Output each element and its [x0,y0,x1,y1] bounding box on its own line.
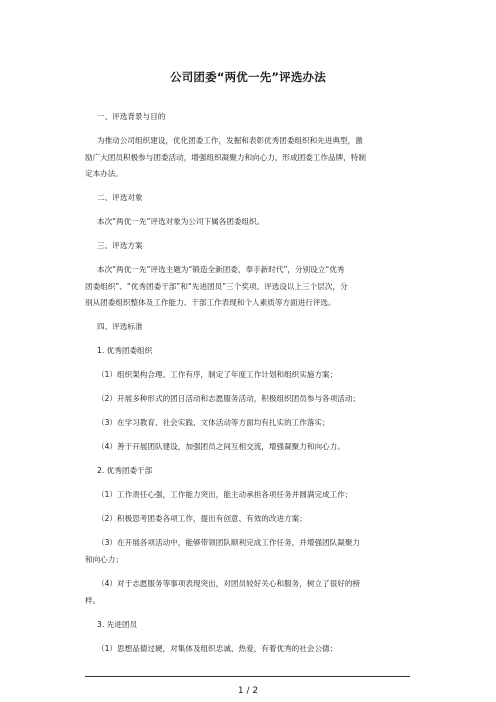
list-item: （4）对于志愿服务等事项表现突出，对团员较好关心和服务，树立了很好的榜 [97,579,361,588]
list-item-continued: 样。 [85,596,101,605]
subsection-heading: 1. 优秀团委组织 [97,346,153,355]
section-heading: 三、评选方案 [97,241,143,250]
list-item: （1）组织架构合理、工作有序，制定了年度工作计划和组织实施方案； [97,370,338,379]
list-item: （1）工作责任心强，工作能力突出，能主动承担各项任务并圆满完成工作； [97,490,353,499]
paragraph-line: 为推动公司组织建设，优化团委工作，发掘和表彰优秀团委组织和先进典型，激 [97,136,363,145]
page-number: 1 / 2 [237,686,259,696]
subsection-heading: 3. 先进团员 [97,620,138,629]
list-item: （3）在开展各项活动中，能够带领团队顺利完成工作任务，并增强团队凝聚力 [97,538,361,547]
document-title: 公司团委“两优一先”评选办法 [170,70,326,84]
section-heading: 四、评选标准 [97,322,143,331]
list-item: （2）积极思考团委各项工作，提出有创意、有效的改进方案； [97,514,307,523]
paragraph-line: 本次“两优一先”评选主题为“锻造全新团委，奉手新时代”，分别设立“优秀 [97,265,345,274]
paragraph-line: 励广大团员积极参与团委活动，增强组织凝聚力和向心力，形成团委工作品牌，特制 [85,153,366,162]
paragraph-line: 别从团委组织整体及工作能力、干部工作表现和个人素质等方面进行评选。 [85,298,336,307]
paragraph-line: 本次“两优一先”评选对象为公司下属各团委组织。 [97,217,265,226]
list-item: （2）开展多种形式的团日活动和志愿服务活动，积极组织团员参与各项活动； [97,394,361,403]
list-item: （1）思想品德过硬，对集体及组织忠诚、热爱，有着优秀的社会公德； [97,644,338,653]
section-heading: 二、评选对象 [97,193,143,202]
paragraph-line: 定本办法。 [85,169,123,178]
section-heading: 一、评选背景与目的 [97,112,166,121]
list-item: （3）在学习教育、社会实践、文体活动等方面均有扎实的工作落实； [97,418,330,427]
list-item-continued: 和向心力； [85,555,123,564]
list-item: （4）善于开展团队建设，加强团员之间互相交流，增强凝聚力和向心力。 [97,442,345,451]
subsection-heading: 2. 优秀团委干部 [97,466,153,475]
paragraph-line: 团委组织”、“优秀团委干部”和“先进团员”三个奖项。评选设以上三个层次，分 [85,282,348,291]
footer-divider [85,676,410,677]
